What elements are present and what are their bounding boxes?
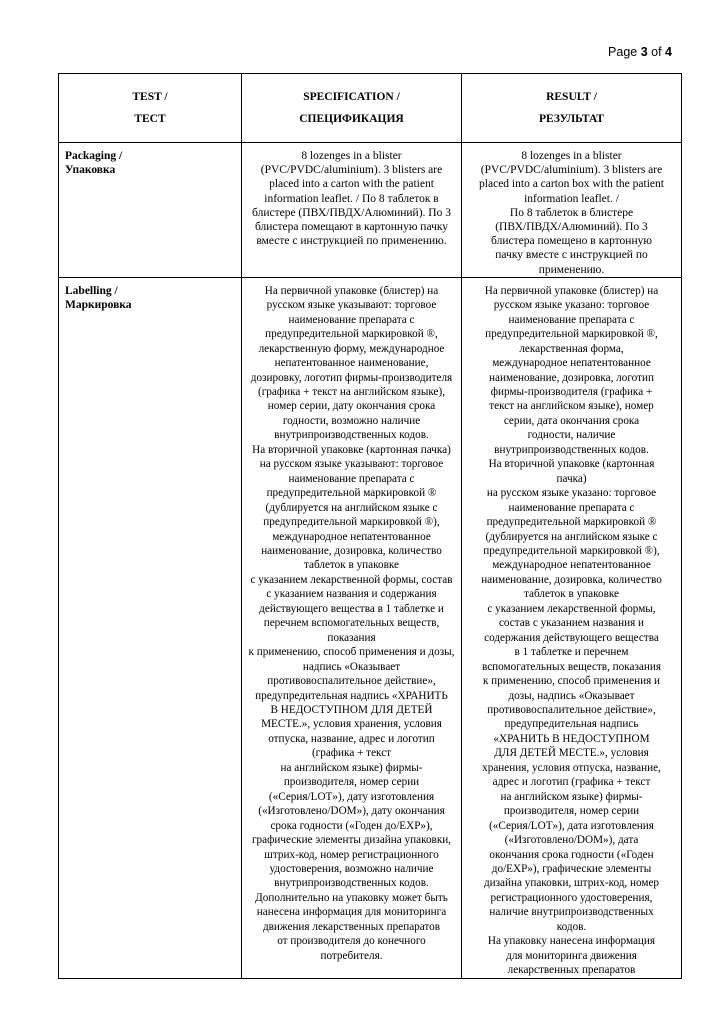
text-line: 8 lozenges in a blister — [521, 150, 622, 162]
text-line: На вторичной упаковке (картонная — [488, 458, 655, 471]
text-line: годности, наличие — [527, 429, 616, 442]
table-header-row — [59, 74, 682, 143]
text-line: наименование препарата с — [508, 501, 635, 514]
text-line: («Изготовлено/DOM»), дата — [504, 834, 639, 847]
test-cell: Packaging / Упаковка — [59, 143, 242, 278]
text-line: в 1 таблетке и перечнем — [514, 646, 629, 659]
text-line: годности, возможно наличие — [282, 414, 421, 427]
text-line: Дополнительно на упаковку может быть — [255, 891, 448, 904]
text-line: удостоверения, возможно наличие — [269, 862, 434, 875]
text-line: 8 lozenges in a blister — [301, 150, 402, 162]
text-line: таблеток в упаковке — [523, 588, 619, 601]
text-line: противовоспалительное действие», — [267, 675, 436, 688]
text-line: штрих-код, номер регистрационного — [264, 848, 439, 861]
text-line: срока годности («Годен до/EXP»), — [270, 819, 433, 832]
text-line: («Изготовлено/DOM»), дату окончания — [258, 805, 445, 818]
text-line: предупредительной маркировкой ®, — [265, 328, 438, 341]
text-line: (дублируется на английском языке с — [265, 501, 438, 514]
text-line: внутрипроизводственных кодов. — [494, 443, 649, 456]
text-line: таблеток в упаковке — [303, 559, 399, 572]
text-line: к применению, способ применения и дозы, — [248, 646, 455, 659]
text-line: до/EXP»), графические элементы — [491, 862, 652, 875]
text-line: производителя, номер серии — [283, 776, 420, 789]
text-line: регистрационного удостоверения, — [490, 891, 653, 904]
text-line: применению. — [538, 263, 605, 276]
text-line: предупредительной маркировкой ®, — [485, 328, 658, 341]
text-line: потребителя. — [320, 949, 383, 962]
text-line: На первичной упаковке (блистер) на — [264, 284, 439, 297]
text-line: для мониторинга движения — [506, 949, 637, 962]
text-line: противовоспалительное действие», — [487, 703, 656, 716]
text-line: «ХРАНИТЬ В НЕДОСТУПНОМ — [493, 732, 650, 745]
text-line: наименование препарата с — [508, 313, 635, 326]
text-line: пачка) — [556, 472, 587, 485]
text-line: (дублируется на английском языке с — [485, 530, 658, 543]
text-line: адрес и логотип (графика + текст — [492, 776, 651, 789]
text-line: предупредительной маркировкой ®), — [263, 516, 440, 529]
text-line: фирмы-производителя (графика + — [490, 386, 653, 398]
text-line: предупредительная надпись — [504, 718, 639, 731]
text-line: лекарственную форму, международное — [258, 342, 445, 355]
text-line: лекарственных препаратов — [507, 964, 636, 977]
text-line: международное непатентованное — [492, 357, 651, 370]
text-line: серии, дата окончания срока — [503, 414, 640, 427]
header-specification: SPECIFICATION / СПЕЦИФИКАЦИЯ — [242, 74, 462, 143]
text-line: к применению, способ применения и — [482, 675, 661, 688]
text-line: русском языке указано: торговое — [493, 299, 650, 312]
text-line: (PVC/PVDC/aluminium). 3 blisters are — [480, 164, 663, 177]
text-line: дозировку, логотип фирмы-производителя — [250, 371, 453, 384]
text-line: состав с указанием названия и — [498, 617, 645, 630]
text-line: показания — [327, 631, 376, 644]
text-line: наличие внутрипроизводственных — [489, 906, 654, 919]
text-line: наименование препарата с — [288, 313, 415, 326]
text-line: хранения, условия отпуска, название, — [482, 761, 661, 774]
text-line: (PVC/PVDC/aluminium). 3 blisters are — [260, 164, 443, 177]
text-line: действующего вещества в 1 таблетке и — [259, 602, 444, 615]
page-number: Page 3 of 4 — [608, 45, 672, 59]
text-line: предупредительная надпись «ХРАНИТЬ — [255, 689, 448, 702]
text-line: («Серия/LOT»), дата изготовления — [489, 819, 654, 832]
text-line: (графика + текст — [311, 747, 392, 760]
specification-table — [58, 73, 682, 979]
test-cell: Labelling / Маркировка — [59, 277, 242, 978]
text-line: наименование препарата с — [288, 472, 415, 485]
text-line: международное непатентованное — [272, 530, 431, 543]
text-line: placed into a carton with the patient — [269, 178, 434, 191]
text-line: дозы, надпись «Оказывает — [508, 689, 635, 702]
text-line: (ПВХ/ПВДХ/Алюминий). По 3 — [495, 221, 648, 234]
text-line: На упаковку нанесена информация — [487, 935, 656, 948]
text-line: номер серии, дату окончания срока — [267, 400, 436, 413]
text-line: окончания срока годности («Годен — [489, 848, 654, 861]
text-line: движения лекарственных препаратов — [262, 920, 441, 933]
specification-cell — [242, 143, 462, 278]
text-line: блистера помещено в картонную — [491, 235, 652, 248]
text-line: графические элементы дизайна упаковки, — [251, 834, 452, 847]
text-line: предупредительной маркировкой ® — [266, 487, 437, 500]
header-result: RESULT / РЕЗУЛЬТАТ — [462, 74, 682, 143]
text-line: на русском языке указано: торговое — [486, 487, 657, 500]
text-line: information leaflet. / По 8 таблеток в — [264, 192, 439, 205]
text-line: отпуска, название, адрес и логотип — [268, 732, 435, 745]
table-row-packaging — [59, 143, 682, 278]
text-line: По 8 таблеток в блистере — [509, 206, 634, 219]
text-line: на русском языке указывают: торговое — [259, 458, 444, 471]
text-line: с указанием лекарственной формы, состав — [250, 573, 453, 586]
text-line: В НЕДОСТУПНОМ ДЛЯ ДЕТЕЙ — [270, 703, 433, 716]
text-line: На первичной упаковке (блистер) на — [484, 284, 659, 297]
text-line: пачку вместе с инструкцией по — [495, 249, 648, 262]
text-line: предупредительной маркировкой ® — [486, 516, 657, 529]
specification-cell — [242, 277, 462, 978]
text-line: производителя, номер серии — [503, 805, 640, 818]
text-line: нанесена информация для мониторинга — [256, 906, 447, 919]
text-line: лекарственная форма, — [519, 342, 624, 355]
text-line: надпись «Оказывает — [302, 660, 401, 673]
text-line: от производителя до конечного — [277, 935, 426, 948]
text-line: текст на английском языке), номер — [489, 400, 654, 413]
result-cell — [462, 143, 682, 278]
text-line: на английском языке) фирмы- — [500, 790, 643, 803]
text-line: placed into a carton box with the patient — [479, 178, 664, 191]
text-line: внутрипроизводственных кодов. — [274, 429, 429, 442]
text-line: с указанием названия и содержания — [266, 588, 437, 601]
text-line: вспомогательных веществ, показания — [481, 660, 661, 673]
text-line: русском языке указывают: торговое — [266, 299, 437, 312]
text-line: предупредительной маркировкой ®), — [483, 544, 660, 557]
text-line: дизайна упаковки, штрих-код, номер — [483, 877, 660, 890]
text-line: на английском языке) фирмы- — [280, 761, 423, 774]
text-line: содержания действующего вещества — [484, 631, 659, 644]
text-line: вместе с инструкцией по применению. — [256, 235, 447, 248]
text-line: кодов. — [556, 920, 587, 933]
text-line: блистера помещают в картонную пачку — [254, 221, 449, 234]
text-line: перечнем вспомогательных веществ, — [263, 617, 440, 630]
text-line: наименование, дозировка, количество — [481, 573, 662, 586]
text-line: МЕСТЕ.», условия хранения, условия — [261, 718, 442, 731]
text-line: с указанием лекарственной формы, — [487, 602, 656, 615]
text-line: information leaflet. / — [524, 192, 619, 205]
text-line: наименование, дозировка, количество — [261, 544, 442, 557]
text-line: наименование, дозировка, логотип — [489, 371, 654, 384]
text-line: блистере (ПВХ/ПВДХ/Алюминий). По 3 — [252, 206, 451, 219]
text-line: непатентованное наименование, — [274, 357, 429, 370]
result-cell — [462, 277, 682, 978]
text-line: («Серия/LOT»), дату изготовления — [268, 790, 435, 803]
table-row-labelling — [59, 277, 682, 978]
header-test: TEST / ТЕСТ — [59, 74, 242, 143]
text-line: (графика + текст на английском языке), — [257, 386, 445, 398]
text-line: На вторичной упаковке (картонная пачка) — [252, 443, 451, 456]
text-line: международное непатентованное — [492, 559, 651, 572]
text-line: внутрипроизводственных кодов. — [274, 877, 429, 890]
text-line: ДЛЯ ДЕТЕЙ МЕСТЕ.», условия — [494, 747, 649, 760]
